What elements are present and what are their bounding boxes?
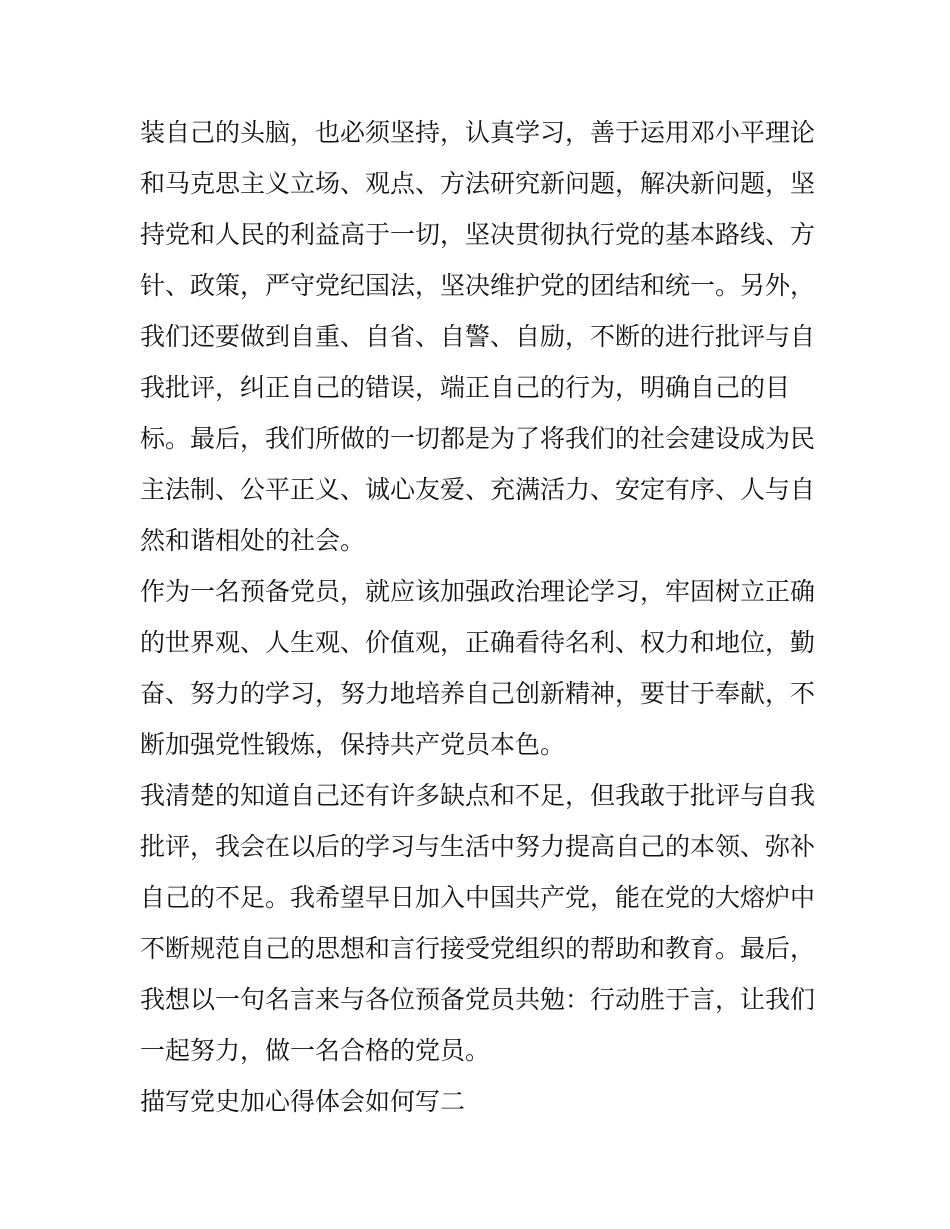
text-line: 一起努力，做一名合格的党员。 [140, 1036, 491, 1065]
text-line: 我批评，纠正自己的错误，端正自己的行为，明确自己的目 [140, 373, 791, 402]
text-line: 我们还要做到自重、自省、自警、自励，不断的进行批评与自 [140, 322, 816, 351]
text-line: 自己的不足。我希望早日加入中国共产党，能在党的大熔炉中 [140, 883, 816, 912]
text-line: 断加强党性锻炼，保持共产党员本色。 [140, 730, 566, 759]
section-heading: 描写党史加心得体会如何写二 [140, 1087, 466, 1116]
text-line: 作为一名预备党员，就应该加强政治理论学习，牢固树立正确 [140, 577, 816, 606]
text-line: 和马克思主义立场、观点、方法研究新问题，解决新问题，坚 [140, 169, 816, 198]
text-line: 批评，我会在以后的学习与生活中努力提高自己的本领、弥补 [140, 832, 816, 861]
text-line: 我想以一句名言来与各位预备党员共勉：行动胜于言，让我们 [140, 985, 816, 1014]
text-line: 针、政策，严守党纪国法，坚决维护党的团结和统一。另外， [140, 271, 816, 300]
text-line: 然和谐相处的社会。 [140, 526, 366, 555]
text-line: 主法制、公平正义、诚心友爱、充满活力、安定有序、人与自 [140, 475, 816, 504]
text-line: 标。最后，我们所做的一切都是为了将我们的社会建设成为民 [140, 424, 816, 453]
text-line: 装自己的头脑，也必须坚持，认真学习，善于运用邓小平理论 [140, 118, 816, 147]
text-line: 奋、努力的学习，努力地培养自己创新精神，要甘于奉献，不 [140, 679, 816, 708]
text-line: 我清楚的知道自己还有许多缺点和不足，但我敢于批评与自我 [140, 781, 816, 810]
text-line: 的世界观、人生观、价值观，正确看待名利、权力和地位，勤 [140, 628, 816, 657]
document-body [140, 107, 820, 1127]
text-line: 持党和人民的利益高于一切，坚决贯彻执行党的基本路线、方 [140, 220, 816, 249]
text-line: 不断规范自己的思想和言行接受党组织的帮助和教育。最后， [140, 934, 816, 963]
